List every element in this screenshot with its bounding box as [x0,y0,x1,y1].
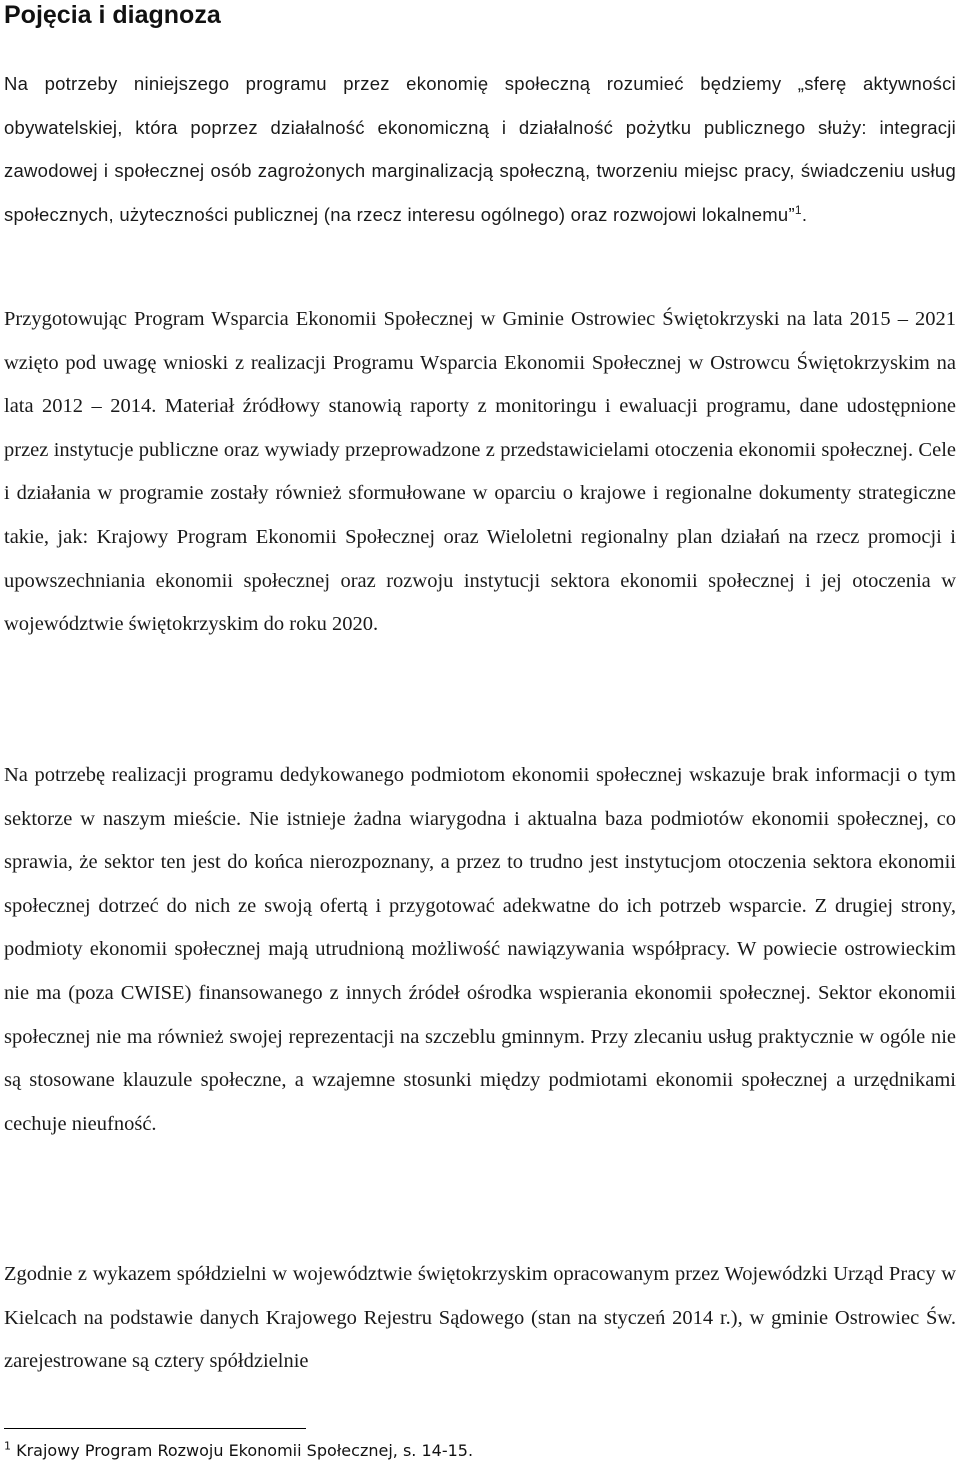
paragraph-definition [4,62,956,236]
section-title: Pojęcia i diagnoza [4,1,221,29]
paragraph-definition-text: Na potrzeby niniejszego programu przez ekonomię społeczną rozumieć będziemy „sferę aktywności obywatelskiej, która poprzez działalność ekonomiczną i działalność pożytku publicznego służy: integracji zawodowej i społecznej osób zagrożonych marginalizacją społeczną, tworzeniu miejsc pracy, świadczeniu usług społecznych, użyteczności publicznej (na rzecz interesu ogólnego) oraz rozwojowi lokalnemu” [4,73,956,225]
footnote-separator [4,1428,306,1429]
paragraph-program-need: Na potrzebę realizacji programu dedykowanego podmiotom ekonomii społecznej wskazuje brak informacji o tym sektorze w naszym mieście. Nie istnieje żadna wiarygodna i aktualna baza podmiotów ekonomii społecznej, co sprawia, że sektor ten jest do końca nierozpoznany, a przez to trudno jest instytucjom otoczenia sektora ekonomii społecznej dotrzeć do nich ze swoją ofertą i przygotować adekwatne do ich potrzeb wsparcie. Z drugiej strony, podmioty ekonomii społecznej mają utrudnioną możliwość nawiązywania współpracy. W powiecie ostrowieckim nie ma (poza CWISE) finansowanego z innych źródeł ośrodka wspierania ekonomii społecznej. Sektor ekonomii społecznej nie ma również swojej reprezentacji na szczeblu gminnym. Przy zlecaniu usług praktycznie w ogóle nie są stosowane klauzule społeczne, a wzajemne stosunki między podmiotami ekonomii społecznej a urzędnikami cechuje nieufność. [4,764,956,1135]
paragraph-program-preparation: Przygotowując Program Wsparcia Ekonomii Społecznej w Gminie Ostrowiec Świętokrzyski na lata 2015 – 2021 wzięto pod uwagę wnioski z realizacji Programu Wsparcia Ekonomii Społecznej w Ostrowcu Świętokrzyskim na lata 2012 – 2014. Materiał źródłowy stanowią raporty z monitoringu i ewaluacji programu, dane udostępnione przez instytucje publiczne oraz wywiady przeprowadzone z przedstawicielami otoczenia ekonomii społecznej. Cele i działania w programie zostały również sformułowane w oparciu o krajowe i regionalne dokumenty strategiczne takie, jak: Krajowy Program Ekonomii Społecznej oraz Wieloletni regionalny plan działań na rzecz promocji i upowszechniania ekonomii społecznej oraz rozwoju instytucji sektora ekonomii społecznej i jej otoczenia w województwie świętokrzyskim do roku 2020. [4,308,956,636]
footnote-reference: 1 [794,202,802,217]
paragraph-definition-tail: . [801,203,808,225]
paragraph-cooperatives: Zgodnie z wykazem spółdzielni w województwie świętokrzyskim opracowanym przez Wojewódzki Urząd Pracy w Kielcach na podstawie danych Krajowego Rejestru Sądowego (stan na styczeń 2014 r.), w gminie Ostrowiec Św. zarejestrowane są cztery spółdzielnie [4,1263,956,1373]
footnote-number: 1 [4,1439,11,1453]
footnote [4,1440,473,1462]
footnote-text: Krajowy Program Rozwoju Ekonomii Społecznej, s. 14-15. [16,1441,474,1460]
